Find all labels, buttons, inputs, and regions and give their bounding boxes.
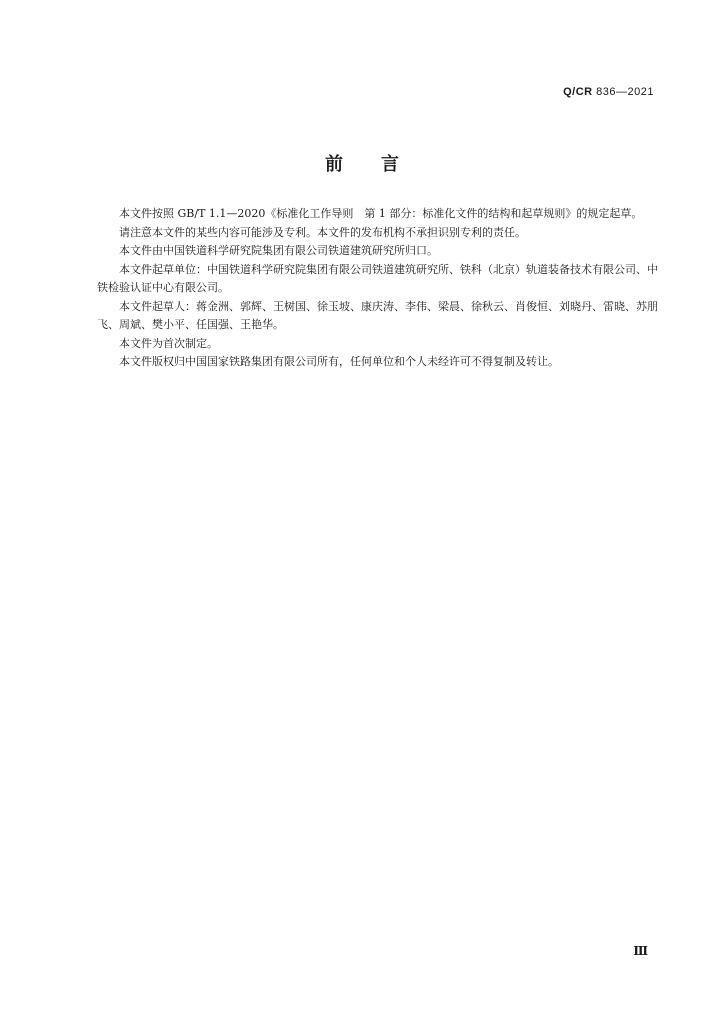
paragraph-drafters: 本文件起草人：蒋金洲、郭辉、王树国、徐玉坡、康庆涛、李伟、梁晨、徐秋云、肖俊恒、刘晓丹、雷晓、苏朋飞、周斌、樊小平、任国强、王艳华。 [97, 299, 658, 331]
paragraph-drafting-units: 本文件起草单位：中国铁道科学研究院集团有限公司铁道建筑研究所、铁科（北京）轨道装备技术有限公司、中铁检验认证中心有限公司。 [97, 262, 658, 294]
paragraph-responsible-unit: 本文件由中国铁道科学研究院集团有限公司铁道建筑研究所归口。 [119, 244, 438, 257]
paragraph-patent-notice: 请注意本文件的某些内容可能涉及专利。本文件的发布机构不承担识别专利的责任。 [119, 225, 526, 239]
foreword-body [97, 205, 658, 372]
standard-code [563, 86, 654, 98]
standard-number: 836—2021 [596, 86, 654, 98]
paragraph-first-edition: 本文件为首次制定。 [119, 336, 218, 350]
standard-prefix: Q/CR [563, 86, 593, 98]
page-number: Ⅲ [633, 944, 648, 958]
paragraph-copyright: 本文件版权归中国国家铁路集团有限公司所有，任何单位和个人未经许可不得复制及转让。 [119, 355, 559, 368]
page-title: 前言 [325, 154, 437, 175]
paragraph-drafting-basis: 本文件按照 GB/T 1.1—2020《标准化工作导则 第 1 部分：标准化文件的结构和起草规则》的规定起草。 [119, 207, 643, 220]
